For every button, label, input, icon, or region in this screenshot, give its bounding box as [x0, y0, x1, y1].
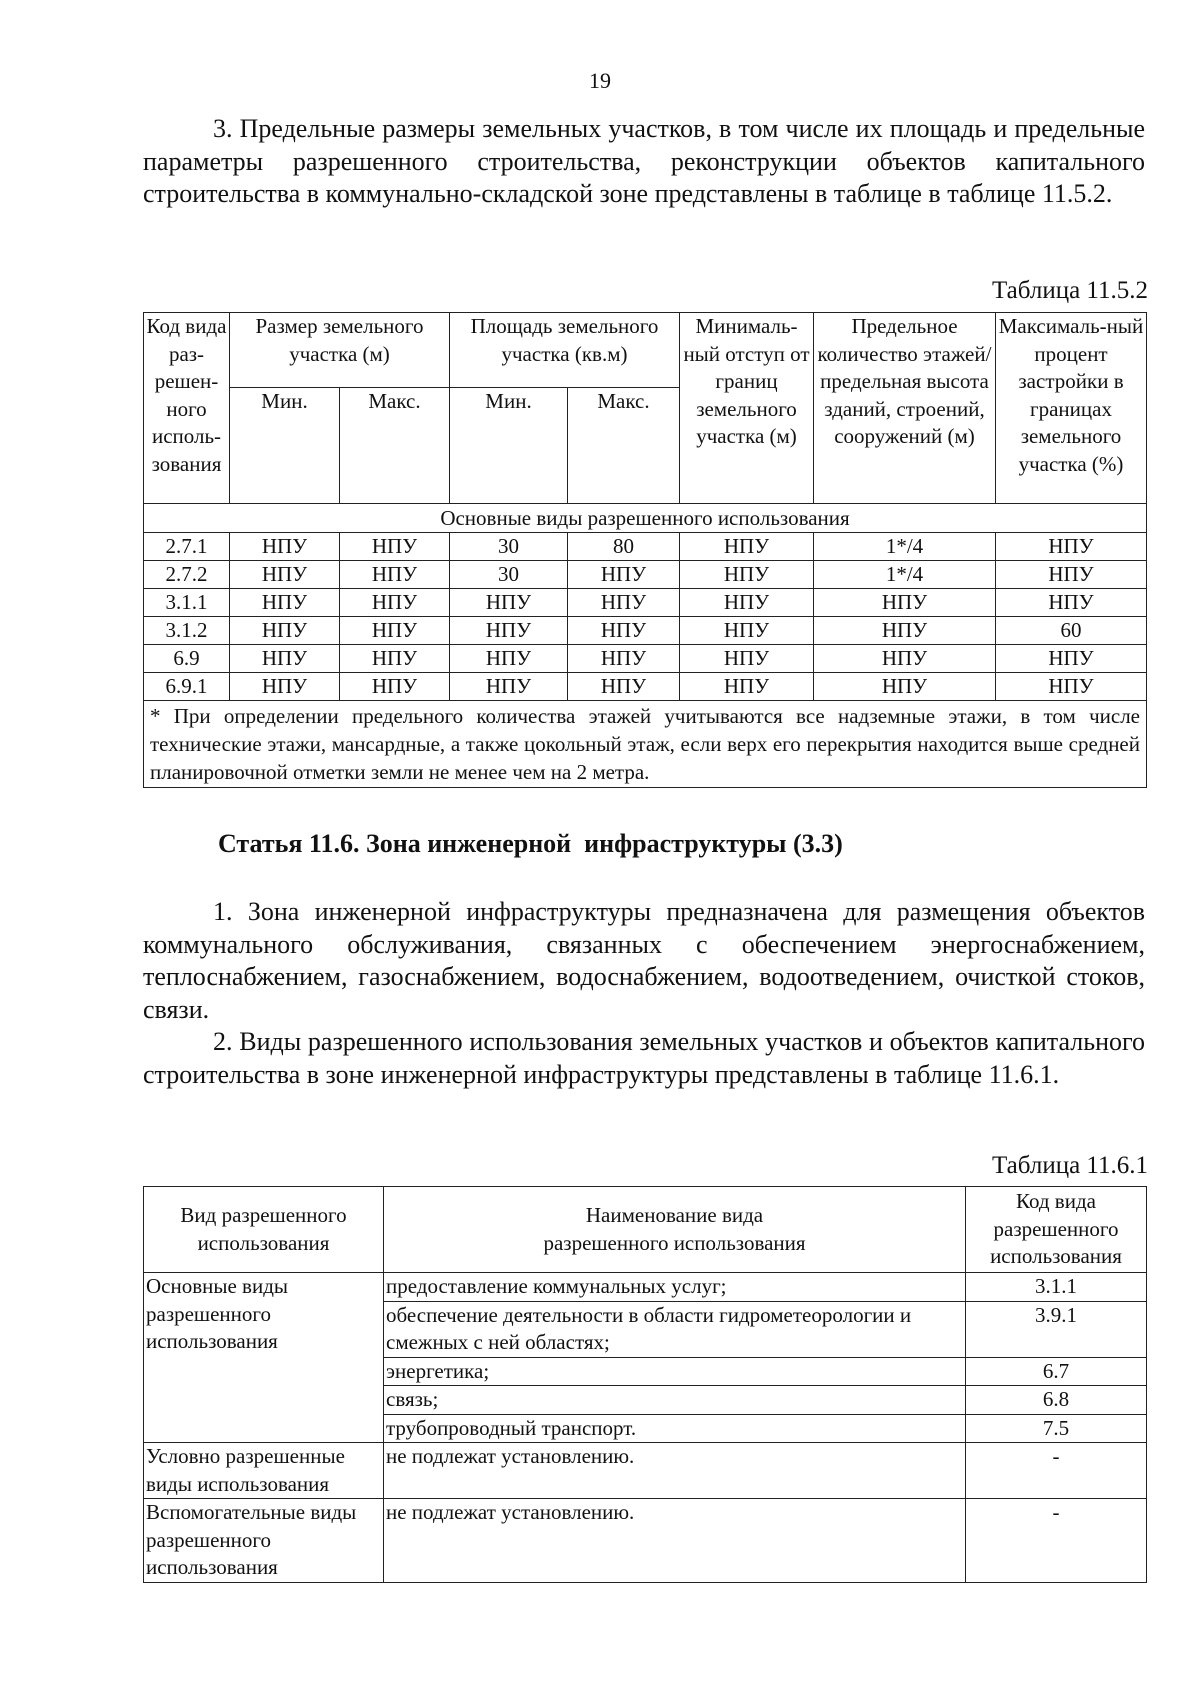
- table-cell: НПУ: [230, 589, 340, 617]
- paragraph-limits: 3. Предельные размеры земельных участков, в том числе их площадь и предельные параметры разрешенного строительства, реконструкции объектов капитального строительства в коммунально-складской зоне представлены в таблице в таблице 11.5.2.: [143, 114, 1145, 208]
- table-cell: НПУ: [814, 645, 996, 673]
- list-item: [144, 1499, 1147, 1583]
- use-category: Вспомогательные виды разрешенного использования: [144, 1499, 384, 1583]
- table-cell: НПУ: [814, 673, 996, 701]
- header-size: Размер земельного участка (м): [230, 313, 450, 388]
- table-caption-11-6-1: Таблица 11.6.1: [992, 1152, 1148, 1179]
- use-category: Основные виды разрешенного использования: [144, 1273, 384, 1443]
- use-name: обеспечение деятельности в области гидрометеорологии и смежных с ней областях;: [384, 1301, 966, 1357]
- use-name: предоставление коммунальных услуг;: [384, 1273, 966, 1302]
- table-cell: НПУ: [996, 561, 1147, 589]
- use-code: -: [966, 1443, 1147, 1499]
- table-cell: НПУ: [680, 617, 814, 645]
- use-code: 3.1.1: [966, 1273, 1147, 1302]
- use-name: не подлежат установлению.: [384, 1443, 966, 1499]
- header-kind: Вид разрешенного использования: [144, 1187, 384, 1273]
- table-cell: НПУ: [996, 589, 1147, 617]
- table-cell: 30: [450, 561, 568, 589]
- header-coverage: Максималь-ный процент застройки в границах земельного участка (%): [996, 313, 1147, 504]
- table-cell: НПУ: [230, 533, 340, 561]
- table-cell: НПУ: [680, 673, 814, 701]
- table-cell: 1*/4: [814, 561, 996, 589]
- header-floors: Предельное количество этажей/ предельная высота зданий, строений, сооружений (м): [814, 313, 996, 504]
- use-code: 6.8: [966, 1386, 1147, 1415]
- header-size-max: Макс.: [340, 388, 450, 504]
- table-cell: 2.7.2: [144, 561, 230, 589]
- header-name: [384, 1187, 966, 1273]
- page-number: 19: [589, 68, 611, 93]
- table-row: [144, 589, 1147, 617]
- table-cell: НПУ: [814, 617, 996, 645]
- use-category: Условно разрешенные виды использования: [144, 1443, 384, 1499]
- table-cell: НПУ: [230, 617, 340, 645]
- table-cell: НПУ: [996, 645, 1147, 673]
- header-area-max: Макс.: [568, 388, 680, 504]
- table-cell: НПУ: [340, 561, 450, 589]
- table-cell: НПУ: [230, 561, 340, 589]
- use-name: связь;: [384, 1386, 966, 1415]
- table-cell: НПУ: [340, 533, 450, 561]
- table-cell: НПУ: [996, 673, 1147, 701]
- table-row: [144, 645, 1147, 673]
- table-cell: НПУ: [340, 589, 450, 617]
- table-cell: 60: [996, 617, 1147, 645]
- table-cell: НПУ: [814, 589, 996, 617]
- table-row: [144, 533, 1147, 561]
- table-cell: НПУ: [680, 561, 814, 589]
- table-footnote: * При определении предельного количества этажей учитываются все надземные этажи, в том числе технические этажи, мансардные, а также цокольный этаж, если верх его перекрытия находится выше средней планировочной отметки земли не менее чем на 2 метра.: [144, 701, 1147, 788]
- header-code: Код вида раз-решен-ного исполь-зования: [144, 313, 230, 504]
- table-cell: НПУ: [450, 589, 568, 617]
- table-cell: 6.9: [144, 645, 230, 673]
- use-code: 3.9.1: [966, 1301, 1147, 1357]
- use-code: 7.5: [966, 1414, 1147, 1443]
- table-cell: НПУ: [450, 645, 568, 673]
- table-cell: 30: [450, 533, 568, 561]
- paragraph-zone-uses: 2. Виды разрешенного использования земельных участков и объектов капитального строительства в зоне инженерной инфраструктуры представлены в таблице 11.6.1.: [143, 1027, 1145, 1089]
- header-area: Площадь земельного участка (кв.м): [450, 313, 680, 388]
- table-cell: НПУ: [680, 589, 814, 617]
- table-cell: НПУ: [450, 673, 568, 701]
- table-cell: 3.1.2: [144, 617, 230, 645]
- use-code: -: [966, 1499, 1147, 1583]
- table-cell: НПУ: [568, 645, 680, 673]
- table-cell: НПУ: [340, 645, 450, 673]
- table-cell: НПУ: [340, 673, 450, 701]
- table-cell: НПУ: [568, 589, 680, 617]
- paragraph-zone-purpose: 1. Зона инженерной инфраструктуры предназначена для размещения объектов коммунального обслуживания, связанных с обеспечением энергоснабжением, теплоснабжением, газоснабжением, водоснабжением, водоотведением, очисткой стоков, связи.: [143, 897, 1145, 1024]
- table-cell: 6.9.1: [144, 673, 230, 701]
- table-caption-11-5-2: Таблица 11.5.2: [992, 277, 1148, 304]
- table-row: [144, 617, 1147, 645]
- table-cell: 2.7.1: [144, 533, 230, 561]
- table-row: [144, 561, 1147, 589]
- list-item: [144, 1443, 1147, 1499]
- header-name-line1: Наименование вида: [585, 1203, 764, 1227]
- table-cell: НПУ: [996, 533, 1147, 561]
- table-cell: НПУ: [680, 645, 814, 673]
- use-code: 6.7: [966, 1357, 1147, 1386]
- list-item: [144, 1273, 1147, 1302]
- table-row: [144, 673, 1147, 701]
- header-setback: Минималь-ный отступ от границ земельного участка (м): [680, 313, 814, 504]
- header-area-min: Мин.: [450, 388, 568, 504]
- uses-table: [143, 1186, 1147, 1583]
- limits-table: [143, 312, 1147, 788]
- table-cell: 80: [568, 533, 680, 561]
- table-cell: НПУ: [230, 645, 340, 673]
- header-size-min: Мин.: [230, 388, 340, 504]
- table-cell: НПУ: [568, 673, 680, 701]
- table-cell: 1*/4: [814, 533, 996, 561]
- header-code: Код вида разрешенного использования: [966, 1187, 1147, 1273]
- article-heading: Статья 11.6. Зона инженерной инфраструктуры (3.3): [218, 829, 843, 858]
- table-cell: НПУ: [680, 533, 814, 561]
- use-name: энергетика;: [384, 1357, 966, 1386]
- section-main-uses: Основные виды разрешенного использования: [144, 504, 1147, 533]
- use-name: трубопроводный транспорт.: [384, 1414, 966, 1443]
- table-cell: НПУ: [568, 561, 680, 589]
- table-cell: НПУ: [230, 673, 340, 701]
- use-name: не подлежат установлению.: [384, 1499, 966, 1583]
- table-cell: 3.1.1: [144, 589, 230, 617]
- table-cell: НПУ: [568, 617, 680, 645]
- header-name-line2: разрешенного использования: [543, 1230, 806, 1255]
- table-cell: НПУ: [450, 617, 568, 645]
- table-cell: НПУ: [340, 617, 450, 645]
